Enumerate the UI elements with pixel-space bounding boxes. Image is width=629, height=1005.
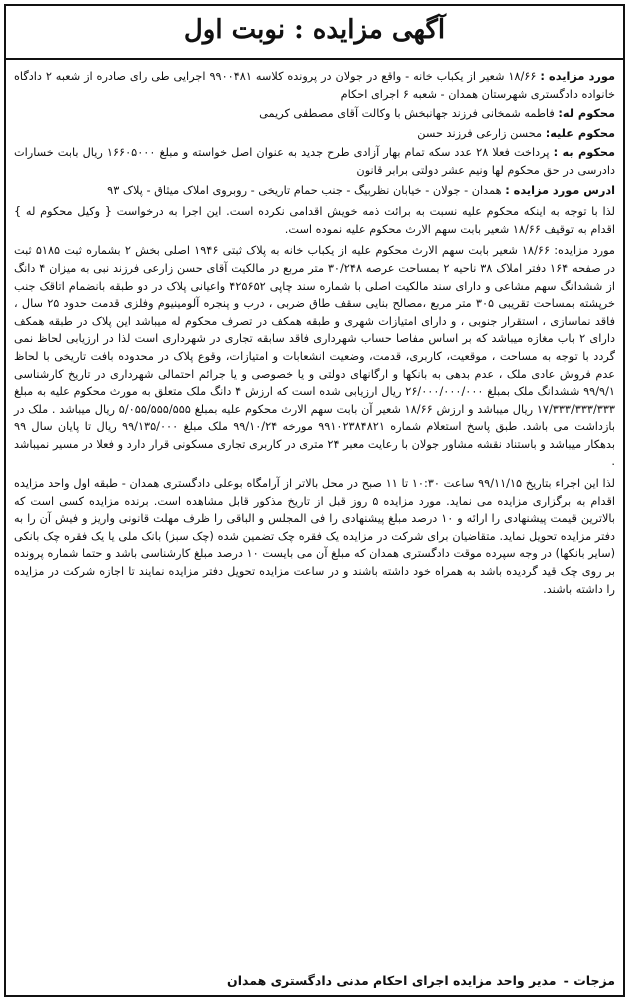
footer-signature: مدیر واحد مزایده اجرای احکام مدنی دادگستری همدان [227,973,557,988]
judgment-amount [14,144,615,179]
judgment-amount-label: محکوم به : [553,146,616,160]
judgment-creditor-label: محکوم له: [558,107,615,121]
auction-subject-label: مورد مزایده : [540,70,616,83]
title-divider [6,58,623,60]
footer-separator: - [563,973,569,988]
property-address-text: همدان - جولان - خیابان نظربیگ - جنب حمام تاریخی - روبروی املاک میثاق - پلاک ۹۳ [107,183,502,197]
seizure-paragraph: لذا با توجه به اینکه محکوم علیه نسبت به برائت ذمه خویش اقدامی نکرده است. این اجرا به درخواست { وکیل محکوم له } اقدام به توقیف ۱۸/۶۶ شعیر بابت سهم الارث محکوم علیه نموده است. [14,205,615,236]
footer-location: مزجات [573,973,615,988]
judgment-creditor [14,105,615,123]
auction-terms-paragraph: لذا این اجراء بتاریخ ۹۹/۱۱/۱۵ ساعت ۱۰:۳۰ تا ۱۱ صبح در محل بالاتر از آرامگاه بوعلی دادگستری همدان - طبقه اول واحد مزایده اقدام به برگزاری مزایده می نماید. مورد مزایده ۵ روز قبل از تاریخ مذکور قابل مشاهده است. برنده مزایده کسی است که بالاترین قیمت پیشنهادی را ارائه و ۱۰ درصد مبلغ پیشنهادی را فی المجلس و الباقی را ظرف مهلت قانونی واریز و فیش آن را به دفتر مزایده تحویل نماید. متقاضیان برای شرکت در مزایده یک فقره چک تضمین شده (چک سبز) بانک ملی یا یک فقره چک بانکی (سایر بانکها) در وجه سپرده موقت دادگستری همدان که مبلغ آن می بایست ۱۰ درصد مبلغ کارشناسی باشد و حتما شماره پرونده بر روی چک قید گردیده باشد به همراه خود داشته باشند و در ساعت مزایده تحویل دفتر مزایده نمایند تا اجازه شرکت در مزایده را داشته باشند. [14,477,615,596]
auction-subject [14,68,615,103]
judgment-debtor-label: محکوم علیه: [545,126,615,140]
judgment-amount-text: پرداخت فعلا ۲۸ عدد سکه تمام بهار آزادی طرح جدید به عنوان اصل خواسته و مبلغ ۱۶۶۰۵۰۰۰ ریال بابت خسارات دادرسی در حق محکوم لها ونیم عشر دولتی برابر قانون [14,146,615,177]
notice-footer [14,971,615,991]
property-description-paragraph: مورد مزایده: ۱۸/۶۶ شعیر بابت سهم الارث محکوم علیه از یکباب خانه به پلاک ثبتی ۱۹۴۶ اصلی بخش ۲ بشماره ثبت ۵۱۸۵ ثبت در صفحه ۱۶۴ دفتر املاک ۳۸ ناحیه ۲ بمساحت عرصه ۳۰/۲۴۸ متر مربع در مالکیت آقای حسن زارعی فرزند نبی به میزان ۴ دانگ از ششدانگ سهم مشاعی و دارای سند مالکیت اصلی با شماره سند چاپی ۴۲۵۶۵۲ واعیانی پلاک در دو طبقه بانضمام اتاقک جنب خرپشته بمساحت تقریبی ۳۰۵ متر مربع ،مصالح بنایی سقف طاق ضربی ، درب و پنجره آلومینیوم وفلزی قدمت حدود ۲۵ سال ، فاقد نماسازی ، استقرار جنوبی ، و دارای امتیازات شهری و طبقه همکف در تصرف محکوم له میباشد این پلاک در طبقه همکف دارای ۲ باب مغازه میباشد که بر اساس مفاصا حساب شهرداری فاقد سابقه تجاری در شهرداری است لذا در ارزیابی لحاظ نمی گردد با توجه به مساحت ، موقعیت، کاربری، قدمت، وضعیت انشعابات و امتیازات، وقوع پلاک در محدوده بافت تاریخی با لحاظ عدم فروش عادی ملک ، عدم بدهی به بانکها و ارگانهای دولتی و یا خصوصی و یا جرائم احتمالی شهرداری در تاریخ کارشناسی ۹۹/۹/۱ ششدانگ ملک بمبلغ ۲۶/۰۰۰/۰۰۰/۰۰۰ ریال ارزیابی شده است که ارزش ۴ دانگ ملک متعلق به مورث محکوم علیه به مبلغ ۱۷/۳۳۳/۳۳۳/۳۳۳ ریال میباشد و ارزش ۱۸/۶۶ شعیر آن بابت سهم الارث محکوم علیه بمبلغ ۵/۰۵۵/۵۵۵/۵۵۵ ریال میباشد . ملک در بازداشت می باشد. طبق پاسخ استعلام شماره ۹۹۱۰۲۳۸۴۸۲۱ مورخه ۹۹/۱۰/۲۴ ملک مبلغ ۹۹/۱۳۵/۰۰۰ ریال تا پایان سال ۹۹ بدهکار میباشد و باستناد نقشه مشاور جولان با رعایت معبر ۲۴ متری در کاربری تجاری مسکونی قرار دارد و فعلا در مسیر نمیباشد . [14,244,616,469]
property-address [14,182,615,200]
judgment-creditor-text: فاطمه شمخانی فرزند جهانبخش با وکالت آقای مصطفی کریمی [259,107,555,121]
judgment-debtor-text: محسن زارعی فرزند حسن [417,126,543,140]
auction-subject-text: ۱۸/۶۶ شعیر از یکباب خانه - واقع در جولان در پرونده کلاسه ۹۹۰۰۴۸۱ اجرایی طی رای صادره از شعبه ۲ دادگاه خانواده دادگستری شهرستان همدان - شعبه ۶ اجرای احکام [14,70,615,101]
property-address-label: ادرس مورد مزایده : [505,183,615,197]
judgment-debtor [14,125,615,143]
auction-notice [4,4,625,997]
notice-title: آگهی مزایده : نوبت اول [183,15,446,45]
